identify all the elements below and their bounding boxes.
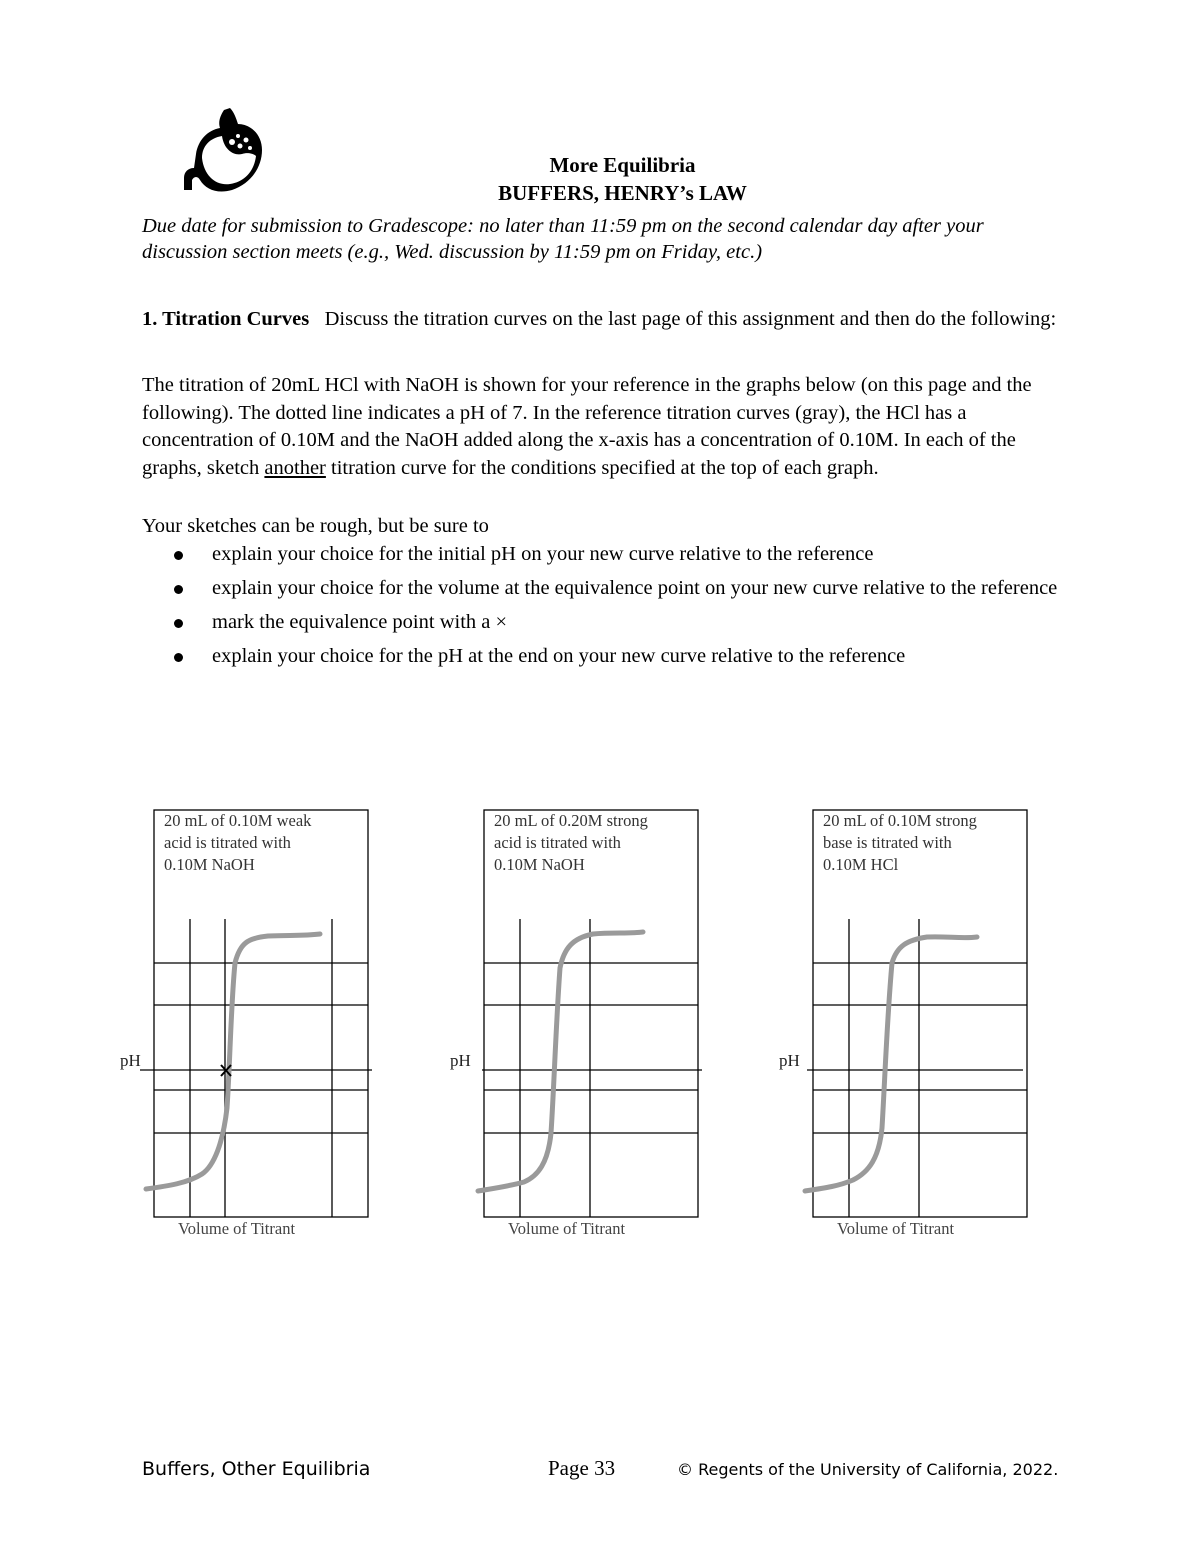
list-item xyxy=(142,643,1072,670)
graph-3-y-label: pH xyxy=(779,1051,800,1070)
footer-section-name: Buffers, Other Equilibria xyxy=(142,1458,371,1480)
titration-graph-3 xyxy=(777,808,1037,1248)
paragraph-text-1: The titration of 20mL HCl with NaOH is shown for your reference in the graphs below (on this page and the following). The dotted line indicates a pH of 7. In the reference titration curves (gray), the HCl has a concentration of 0.10M and the NaOH added along the x-axis has a concentration of 0.10M. In each of the graphs, sketch xyxy=(142,374,1032,479)
bullet-icon xyxy=(174,551,183,560)
graph-2-y-label: pH xyxy=(450,1051,471,1070)
bullet-icon xyxy=(174,585,183,594)
footer-copyright: © Regents of the University of California, 2022. xyxy=(677,1460,1059,1479)
graph-title-line: acid is titrated with xyxy=(494,833,621,852)
graph-3-title xyxy=(823,810,1023,876)
footer-page-number: Page 33 xyxy=(548,1456,616,1480)
list-item xyxy=(142,609,1072,636)
graph-1-x-label: Volume of Titrant xyxy=(178,1219,296,1238)
graph-title-line: 20 mL of 0.20M strong xyxy=(494,811,648,830)
graph-2-x-label: Volume of Titrant xyxy=(508,1219,626,1238)
due-date-note: Due date for submission to Gradescope: no later than 11:59 pm on the second calendar day after your discussion section meets (e.g., Wed. discussion by 11:59 pm on Friday, etc.) xyxy=(142,215,984,263)
list-item-text: explain your choice for the volume at the equivalence point on your new curve relative to the reference xyxy=(212,577,1058,599)
paragraph-text-2: titration curve for the conditions specified at the top of each graph. xyxy=(325,456,879,479)
titration-graph-1 xyxy=(118,808,378,1248)
list-item xyxy=(142,575,1072,602)
page-title: More Equilibria xyxy=(549,153,696,177)
question-1-heading xyxy=(142,305,1072,333)
sketch-intro: Your sketches can be rough, but be sure to xyxy=(142,515,489,537)
page-subtitle: BUFFERS, HENRY’s LAW xyxy=(498,181,747,205)
graph-title-line: 20 mL of 0.10M strong xyxy=(823,811,977,830)
graph-1-title xyxy=(164,810,364,876)
bullet-icon xyxy=(174,653,183,662)
graph-title-line: 20 mL of 0.10M weak xyxy=(164,811,312,830)
graph-title-line: base is titrated with xyxy=(823,833,952,852)
question-1-paragraph xyxy=(142,372,1072,482)
graph-title-line: 0.10M NaOH xyxy=(494,855,585,874)
graph-2-title xyxy=(494,810,694,876)
instruction-list xyxy=(142,541,1072,677)
graph-title-line: acid is titrated with xyxy=(164,833,291,852)
list-item xyxy=(142,541,1072,568)
list-item-text: mark the equivalence point with a × xyxy=(212,611,508,633)
paragraph-underlined: another xyxy=(264,456,326,479)
list-item-text: explain your choice for the pH at the end on your new curve relative to the reference xyxy=(212,645,906,667)
question-1-title: 1. Titration Curves xyxy=(142,308,310,330)
graph-title-line: 0.10M HCl xyxy=(823,855,899,874)
bullet-icon xyxy=(174,619,183,628)
list-item-text: explain your choice for the initial pH on your new curve relative to the reference xyxy=(212,543,874,565)
graph-title-line: 0.10M NaOH xyxy=(164,855,255,874)
titration-graph-2 xyxy=(448,808,708,1248)
graph-1-y-label: pH xyxy=(120,1051,141,1070)
question-1-intro: Discuss the titration curves on the last page of this assignment and then do the following: xyxy=(324,308,1057,330)
graph-3-x-label: Volume of Titrant xyxy=(837,1219,955,1238)
